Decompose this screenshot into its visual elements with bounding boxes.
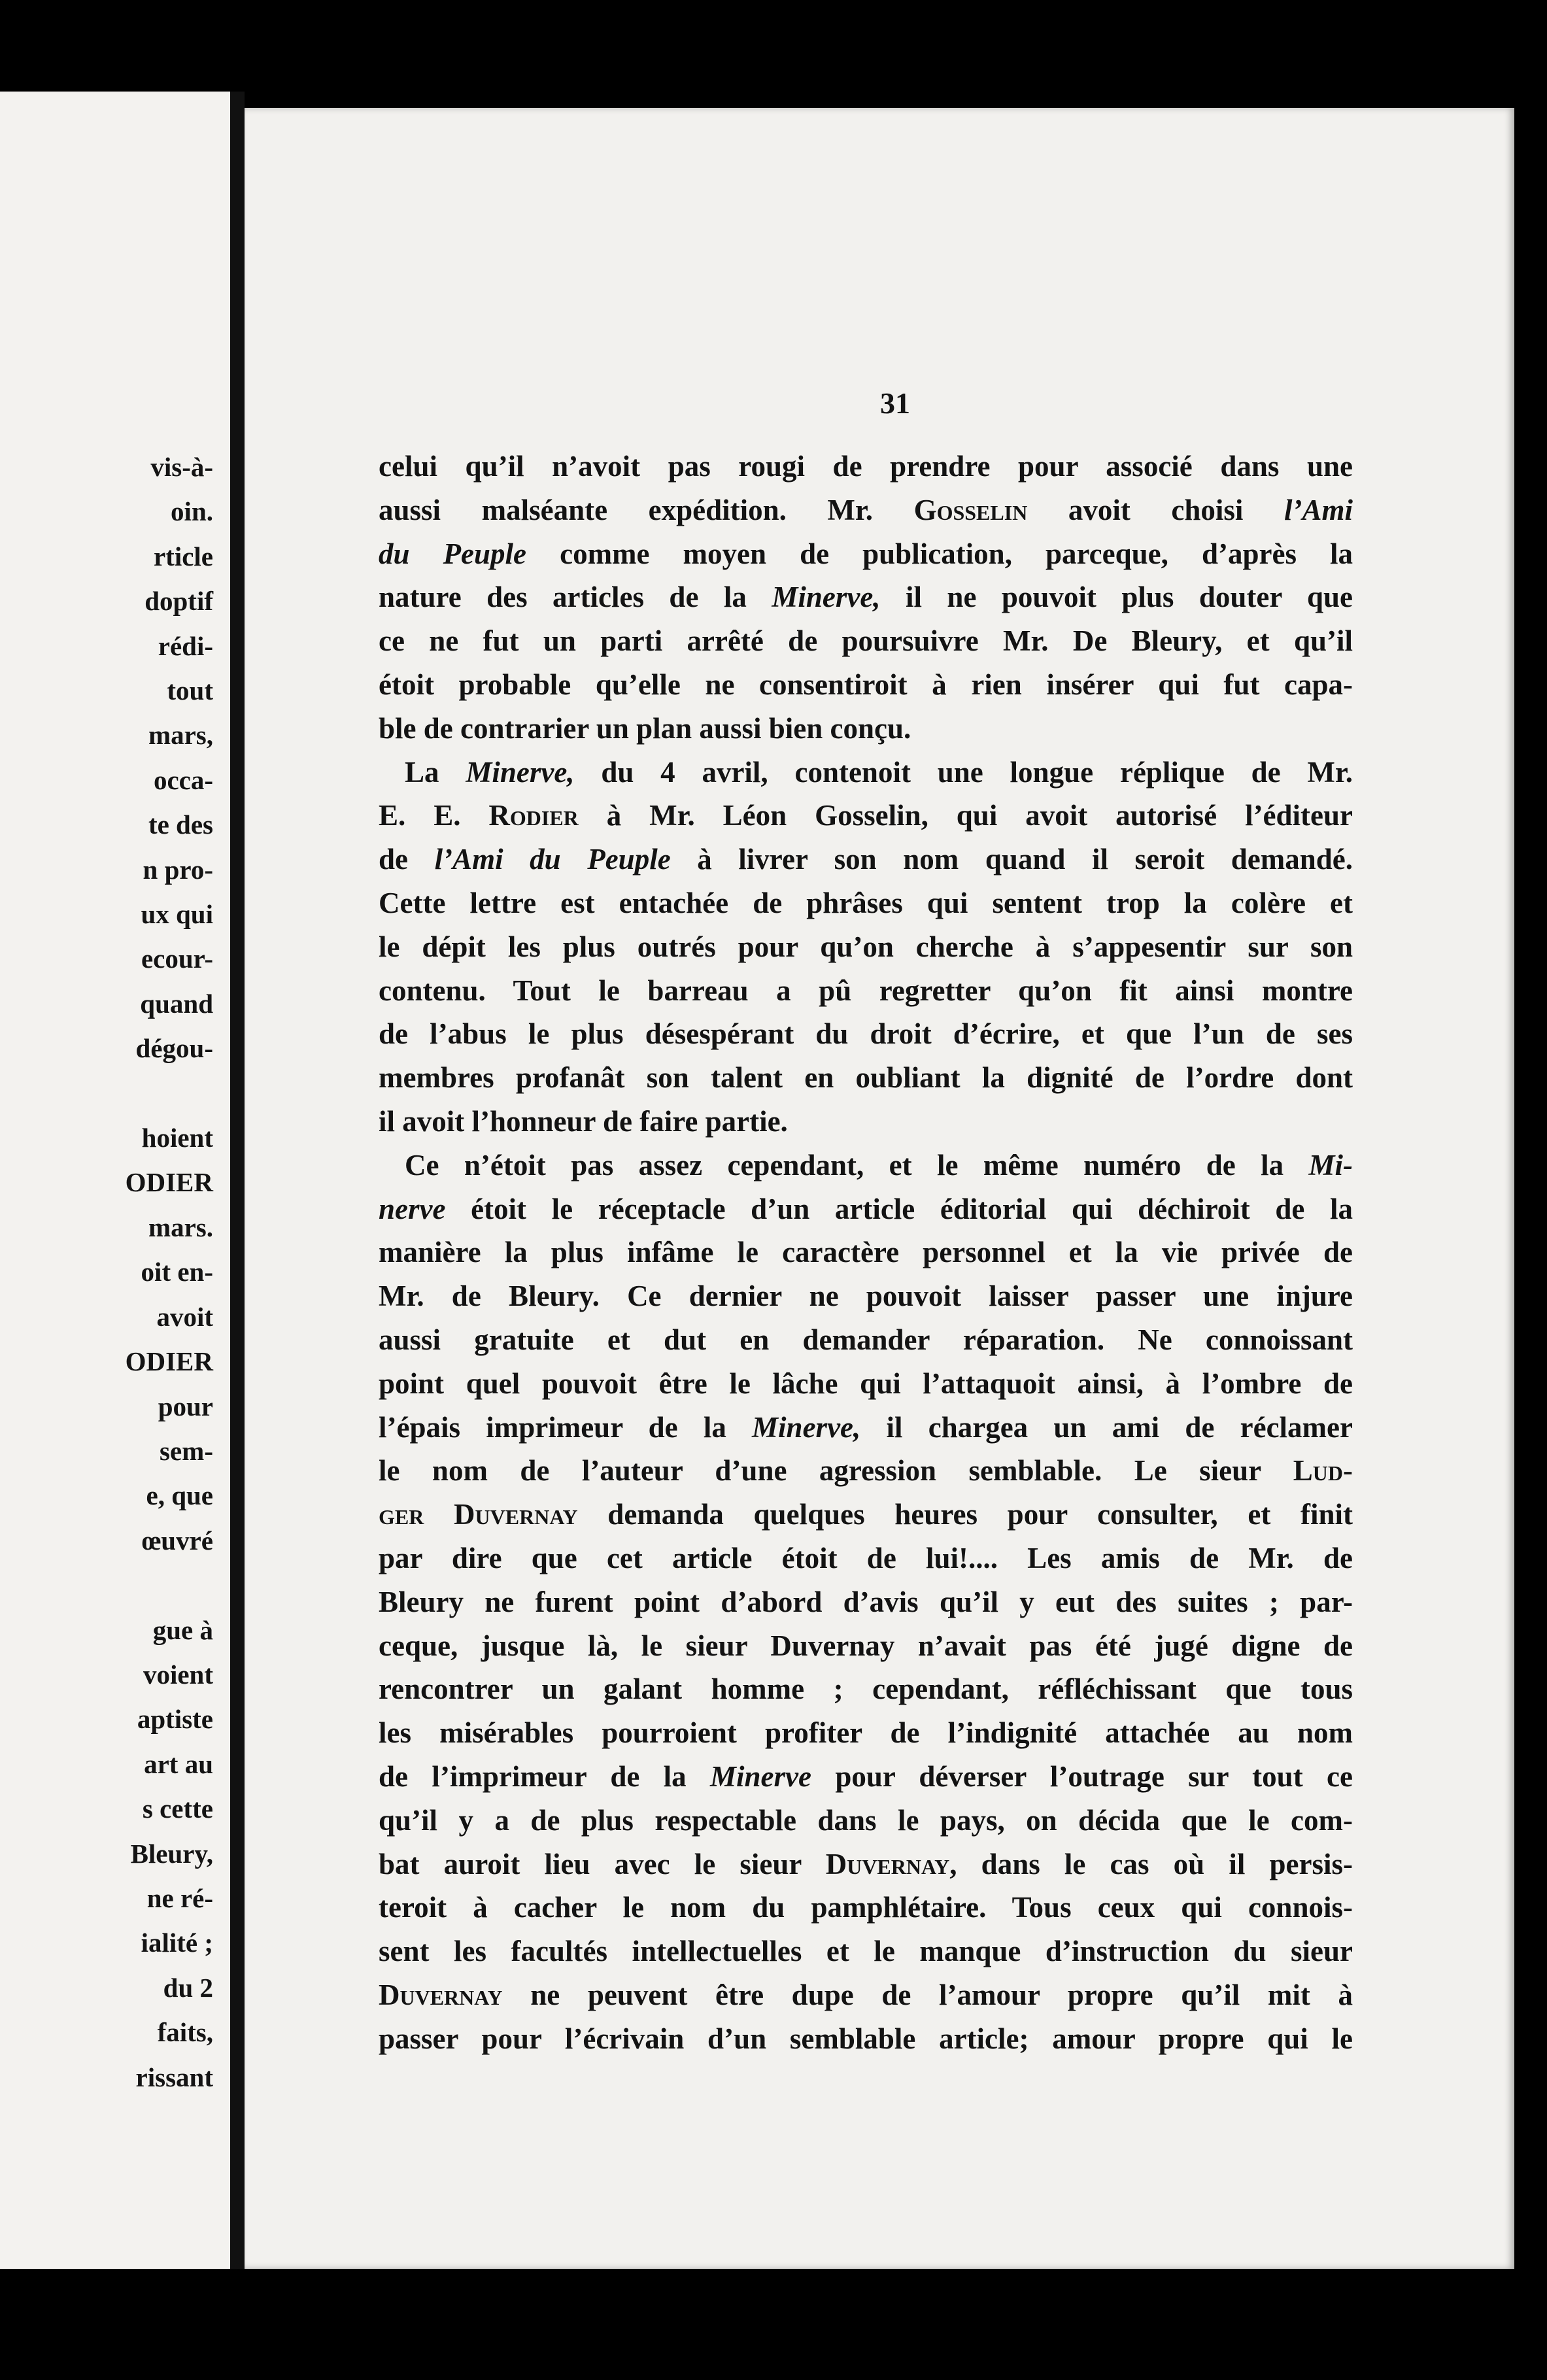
text-run: Gosselin xyxy=(913,493,1028,526)
text-run: étoit le réceptacle d’un article éditorial qui déchiroit de la xyxy=(445,1192,1353,1225)
text-run: nature des articles de la xyxy=(379,581,772,614)
text-run: par dire que cet article étoit de lui!.... Les amis de Mr. de xyxy=(379,1541,1353,1574)
text-line xyxy=(379,1187,1353,1231)
text-run: il ne pouvoit plus douter que xyxy=(880,581,1353,614)
text-line xyxy=(379,1362,1353,1406)
text-line xyxy=(379,1144,1353,1187)
text-run: Lud- xyxy=(1293,1454,1353,1488)
left-page-fragment: Bleury, xyxy=(130,1838,213,1869)
left-page-fragment: mars. xyxy=(148,1212,213,1242)
text-run: aussi malséante expédition. Mr. xyxy=(379,493,914,526)
text-run: étoit probable qu’elle ne consentiroit à rien insérer qui fut capa- xyxy=(379,668,1353,701)
book-gutter xyxy=(230,92,245,2269)
page-number: 31 xyxy=(880,386,910,420)
text-line xyxy=(379,445,1353,488)
left-page-fragment: hoient xyxy=(141,1123,213,1153)
text-line xyxy=(379,1711,1353,1755)
text-run: ble de contrarier un plan aussi bien conçu. xyxy=(379,711,911,745)
left-page-fragment: e, que xyxy=(146,1480,213,1511)
text-line xyxy=(379,2017,1353,2061)
left-page-fragment: œuvré xyxy=(141,1525,213,1556)
text-line xyxy=(379,1012,1353,1056)
text-run: membres profanât son talent en oubliant la dignité de l’ordre dont xyxy=(379,1061,1353,1095)
left-page-fragment: quand xyxy=(140,988,213,1019)
left-page-fragment: aptiste xyxy=(137,1704,213,1735)
left-facing-page xyxy=(0,92,230,2269)
text-line xyxy=(379,1667,1353,1711)
text-line xyxy=(379,969,1353,1013)
text-line xyxy=(379,575,1353,619)
text-line xyxy=(379,619,1353,663)
left-page-fragment: dégou- xyxy=(135,1033,213,1064)
text-line xyxy=(379,1886,1353,1930)
text-run: manière la plus infâme le caractère personnel et la vie privée de xyxy=(379,1236,1353,1269)
left-page-fragment: doptif xyxy=(144,586,213,617)
text-run: Ce n’étoit pas assez cependant, et le même numéro de la xyxy=(405,1148,1309,1182)
left-page-fragment: n pro- xyxy=(143,854,213,885)
text-line xyxy=(379,707,1353,751)
text-run: pour déverser l’outrage sur tout ce xyxy=(811,1760,1353,1793)
text-line xyxy=(379,1274,1353,1318)
text-run: le dépit les plus outrés pour qu’on cherche à s’appesentir sur son xyxy=(379,930,1353,963)
text-line xyxy=(379,794,1353,838)
text-run: il chargea un ami de réclamer xyxy=(860,1410,1353,1444)
text-line xyxy=(379,1843,1353,1886)
text-line xyxy=(379,1056,1353,1100)
text-run: celui qu’il n’avoit pas rougi de prendre pour associé dans une xyxy=(379,450,1353,483)
text-run: Minerve, xyxy=(752,1410,861,1444)
text-run: passer pour l’écrivain d’un semblable article; amour propre qui le xyxy=(379,2022,1353,2055)
left-page-fragment: vis-à- xyxy=(150,452,213,482)
text-run: à Mr. Léon Gosselin, qui avoit autorisé l’éditeur xyxy=(578,799,1353,832)
text-run: le nom de l’auteur d’une agression semblable. Le sieur xyxy=(379,1454,1293,1488)
left-page-fragment: pour xyxy=(158,1391,213,1421)
text-run: Duvernay xyxy=(379,1978,503,2011)
text-run: qu’il y a de plus respectable dans le pays, on décida que le com- xyxy=(379,1803,1353,1837)
left-page-fragment: rticle xyxy=(153,541,213,571)
text-run: rencontrer un galant homme ; cependant, réfléchissant que tous xyxy=(379,1673,1353,1706)
left-page-fragment: mars, xyxy=(148,720,213,751)
left-page-fragment: rissant xyxy=(135,2062,213,2092)
left-page-fragment: rédi- xyxy=(158,630,213,661)
text-run: Cette lettre est entachée de phrâses qui sentent trop la colère et xyxy=(379,886,1353,919)
text-line xyxy=(379,1930,1353,1973)
body-text xyxy=(379,445,1353,2060)
text-run: il avoit l’honneur de faire partie. xyxy=(379,1104,788,1138)
text-run: sent les facultés intellectuelles et le manque d’instruction du sieur xyxy=(379,1935,1353,1968)
text-line xyxy=(379,751,1353,794)
text-run: Mi- xyxy=(1308,1148,1353,1182)
text-line xyxy=(379,1493,1353,1537)
text-run: contenu. Tout le barreau a pû regretter qu’on fit ainsi montre xyxy=(379,974,1353,1007)
left-page-fragment: faits, xyxy=(157,2017,213,2048)
left-page-fragment: occa- xyxy=(153,764,213,795)
text-line xyxy=(379,1799,1353,1843)
left-page-fragment: te des xyxy=(148,809,213,840)
left-page-fragment: ODIER xyxy=(125,1346,213,1377)
left-page-text-fragments xyxy=(4,445,213,2100)
text-line xyxy=(379,881,1353,925)
left-page-fragment: s cette xyxy=(142,1794,213,1824)
text-run: ne peuvent être dupe de l’amour propre qu’il mit à xyxy=(502,1978,1353,2011)
left-page-fragment: ne ré- xyxy=(146,1882,213,1913)
left-page-fragment: ux qui xyxy=(141,899,213,930)
left-page-fragment: sem- xyxy=(160,1435,213,1466)
text-run: Minerve, xyxy=(466,755,575,789)
text-line xyxy=(379,1624,1353,1668)
left-page-fragment: avoit xyxy=(156,1301,213,1332)
text-line xyxy=(379,1449,1353,1493)
left-page-fragment: oit en- xyxy=(141,1257,213,1287)
text-run: Mr. de Bleury. Ce dernier ne pouvoit laisser passer une injure xyxy=(379,1280,1353,1313)
left-page-fragment: art au xyxy=(144,1748,213,1779)
text-line xyxy=(379,1318,1353,1362)
left-page-fragment: tout xyxy=(167,675,213,706)
text-run: Rodier xyxy=(488,799,579,832)
left-page-fragment: ecour- xyxy=(141,944,213,974)
text-line xyxy=(379,663,1353,707)
text-run: à livrer son nom quand il seroit demandé. xyxy=(670,843,1353,876)
text-run: Minerve, xyxy=(772,581,881,614)
left-page-fragment xyxy=(4,1563,213,1607)
text-run: dans le cas où il persis- xyxy=(957,1847,1353,1880)
text-line xyxy=(379,1755,1353,1799)
text-run: comme moyen de publication, parceque, d’après la xyxy=(526,537,1353,570)
text-run: demanda quelques heures pour consulter, et finit xyxy=(577,1498,1353,1531)
text-run: ger Duvernay xyxy=(379,1498,578,1531)
text-run: teroit à cacher le nom du pamphlétaire. Tous ceux qui connois- xyxy=(379,1891,1353,1924)
text-run: de xyxy=(379,843,435,876)
left-page-fragment xyxy=(4,1071,213,1115)
text-run: Minerve xyxy=(710,1760,811,1793)
left-page-fragment: ialité ; xyxy=(141,1928,213,1958)
main-page xyxy=(245,108,1514,2269)
text-run: de l’abus le plus désespérant du droit d’écrire, et que l’un de ses xyxy=(379,1017,1353,1051)
text-run: La xyxy=(405,755,466,789)
text-run: nerve xyxy=(379,1192,446,1225)
text-line xyxy=(379,925,1353,969)
left-page-fragment: du 2 xyxy=(163,1972,213,2003)
text-line xyxy=(379,1537,1353,1580)
text-run: l’épais imprimeur de la xyxy=(379,1410,753,1444)
text-line xyxy=(379,1973,1353,2017)
text-run: l’Ami xyxy=(1284,493,1353,526)
text-run: ce ne fut un parti arrêté de poursuivre Mr. De Bleury, et qu’il xyxy=(379,624,1353,658)
left-page-fragment: gue à xyxy=(152,1614,213,1645)
text-line xyxy=(379,1406,1353,1450)
text-run: du Peuple xyxy=(379,537,527,570)
left-page-fragment: ODIER xyxy=(125,1167,213,1198)
text-run: bat auroit lieu avec le sieur xyxy=(379,1847,826,1880)
text-line xyxy=(379,1231,1353,1274)
text-run: les misérables pourroient profiter de l’indignité attachée au nom xyxy=(379,1716,1353,1750)
text-line xyxy=(379,838,1353,881)
text-run: E. E. xyxy=(379,799,489,832)
left-page-fragment: voient xyxy=(143,1659,213,1690)
text-run: Duvernay, xyxy=(825,1847,957,1880)
left-page-fragment: oin. xyxy=(171,496,213,527)
text-run: ceque, jusque là, le sieur Duvernay n’avait pas été jugé digne de xyxy=(379,1629,1353,1662)
text-run: du 4 avril, contenoit une longue réplique de Mr. xyxy=(574,755,1353,789)
text-line xyxy=(379,488,1353,532)
text-line xyxy=(379,1100,1353,1144)
text-run: aussi gratuite et dut en demander réparation. Ne connoissant xyxy=(379,1323,1353,1356)
text-line xyxy=(379,532,1353,576)
text-line xyxy=(379,1580,1353,1624)
text-run: Bleury ne furent point d’abord d’avis qu’il y eut des suites ; par- xyxy=(379,1585,1353,1618)
text-run: de l’imprimeur de la xyxy=(379,1760,711,1793)
text-run: l’Ami du Peuple xyxy=(434,843,671,876)
text-run: avoit choisi xyxy=(1027,493,1284,526)
text-run: point quel pouvoit être le lâche qui l’attaquoit ainsi, à l’ombre de xyxy=(379,1367,1353,1400)
